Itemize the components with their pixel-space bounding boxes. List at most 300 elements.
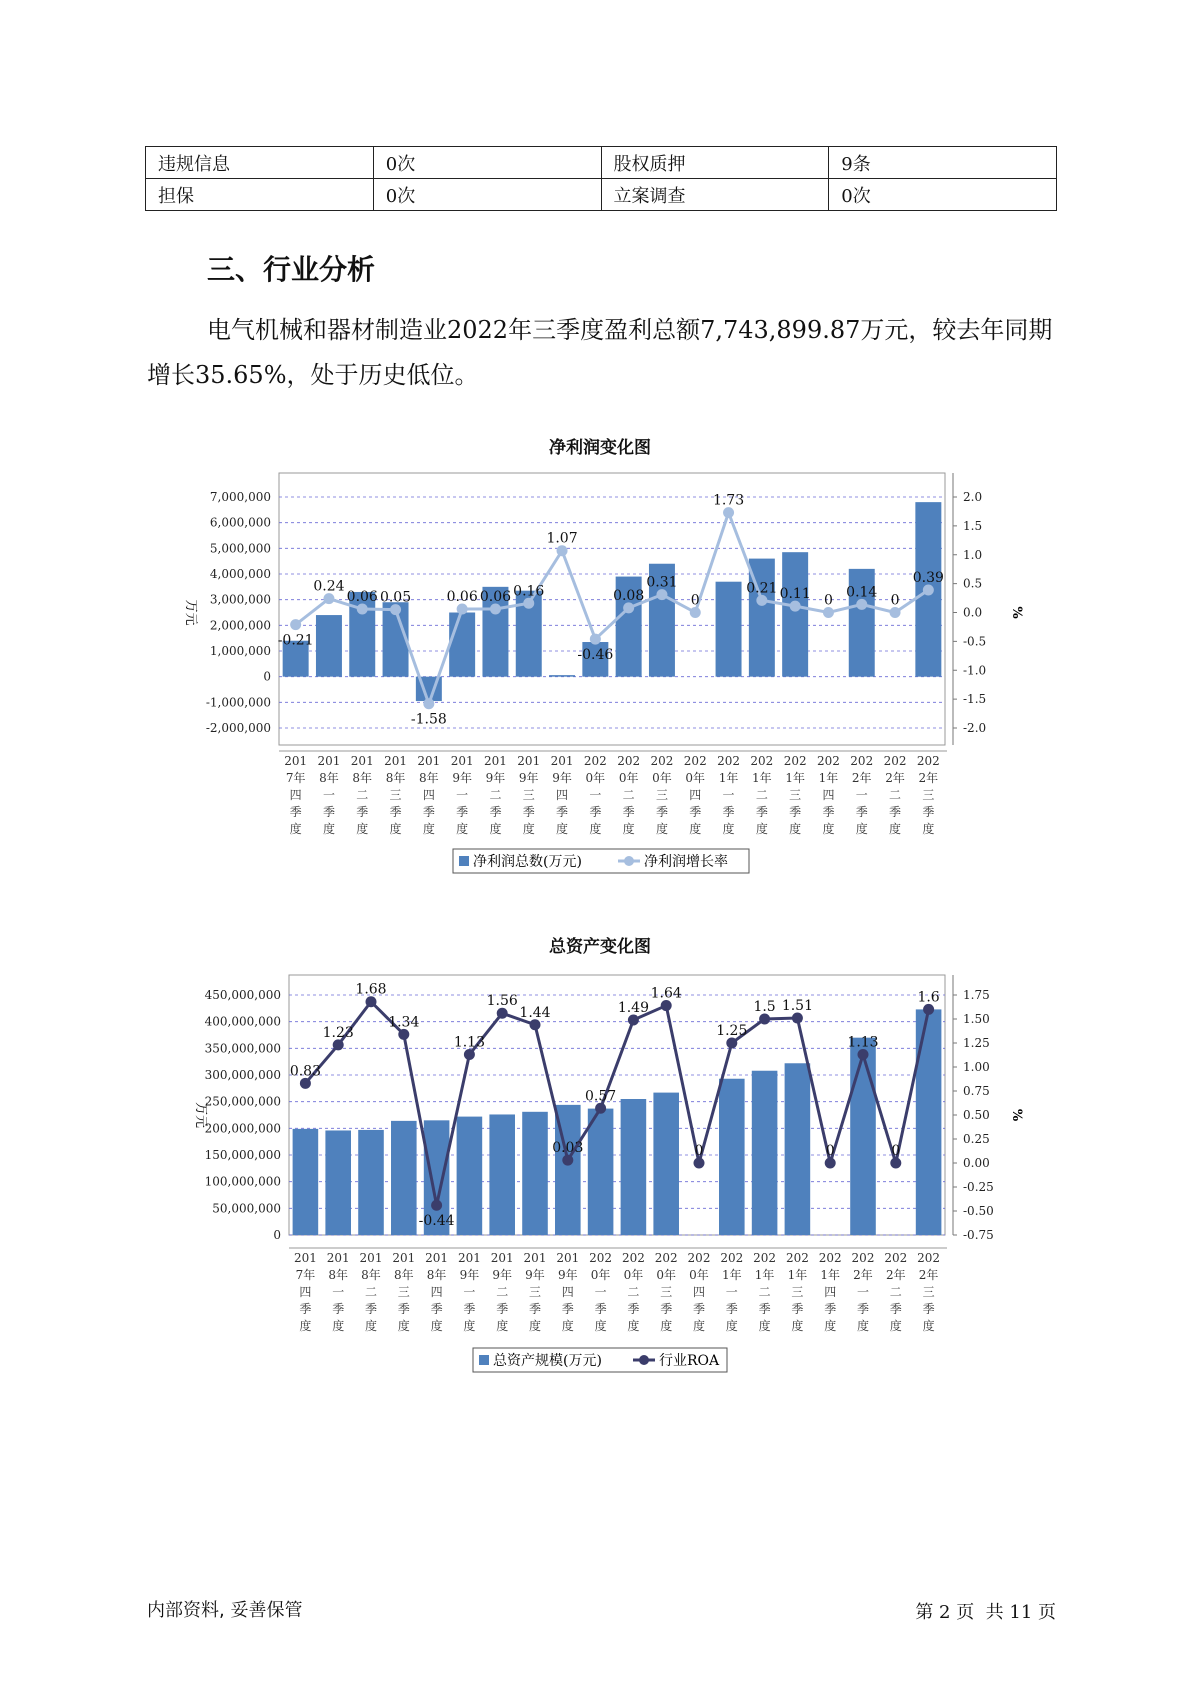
y-tick-label-left: 3,000,000 — [209, 592, 271, 607]
x-tick-label: 0年 — [623, 1268, 644, 1282]
x-tick-label: 9年 — [452, 771, 472, 785]
x-tick-label: 202 — [818, 1251, 842, 1265]
x-tick-label: 9年 — [557, 1268, 578, 1282]
y-tick-label-left: 50,000,000 — [212, 1201, 281, 1216]
x-tick-label: 季 — [430, 1302, 443, 1316]
x-tick-label: 8年 — [361, 1268, 381, 1282]
x-tick-label: 一 — [722, 788, 735, 802]
data-label: 0 — [690, 592, 700, 609]
x-tick-label: 201 — [490, 1251, 514, 1265]
bar — [653, 1093, 679, 1235]
x-tick-label: 季 — [889, 805, 902, 819]
x-tick-label: 四 — [824, 1285, 837, 1299]
x-tick-label: 202 — [785, 1251, 809, 1265]
x-tick-label: 0年 — [618, 771, 639, 785]
y-tick-label-left: 450,000,000 — [204, 988, 281, 1002]
line-point — [562, 1155, 573, 1166]
y-tick-label-right: 1.25 — [963, 1036, 990, 1050]
data-label: 0.39 — [912, 569, 944, 586]
x-tick-label: 季 — [789, 805, 802, 819]
x-tick-label: 度 — [397, 1319, 410, 1333]
x-tick-label: 三 — [389, 788, 402, 802]
x-tick-label: 四 — [299, 1285, 312, 1299]
table-row — [146, 147, 1057, 179]
x-tick-label: 度 — [456, 822, 469, 836]
x-tick-label: 季 — [755, 805, 768, 819]
x-tick-label: 202 — [654, 1251, 678, 1265]
line-point — [690, 607, 701, 618]
x-tick-label: 季 — [791, 1302, 804, 1316]
y-tick-label-left: 250,000,000 — [204, 1094, 281, 1109]
line-point — [759, 1014, 770, 1025]
x-tick-label: 度 — [692, 1319, 706, 1333]
x-tick-label: 2年 — [885, 1268, 906, 1282]
bar — [449, 613, 475, 677]
y-tick-label-right: 2.0 — [963, 490, 983, 504]
y-tick-label-left: 0 — [273, 1228, 281, 1242]
data-label: 1.07 — [546, 530, 578, 547]
x-tick-label: 202 — [589, 1251, 613, 1265]
x-tick-label: 度 — [856, 1319, 870, 1333]
bar — [716, 582, 742, 677]
bar — [316, 615, 342, 677]
data-label: -0.44 — [418, 1213, 455, 1230]
bar — [549, 675, 575, 677]
x-tick-label: 202 — [851, 1251, 875, 1265]
x-tick-label: 一 — [855, 788, 868, 802]
x-tick-label: 0年 — [685, 771, 706, 785]
x-tick-label: 度 — [789, 822, 802, 836]
x-tick-label: 二 — [889, 1285, 902, 1299]
data-label: 0.14 — [846, 584, 878, 601]
x-tick-label: 201 — [417, 754, 441, 768]
data-label: 0.06 — [479, 589, 512, 606]
x-tick-label: 2年 — [851, 771, 872, 785]
x-tick-label: 三 — [522, 788, 535, 802]
x-tick-label: 201 — [293, 1251, 317, 1265]
line-point — [590, 634, 601, 645]
x-tick-label: 度 — [299, 1319, 312, 1333]
x-tick-label: 度 — [422, 822, 435, 836]
x-tick-label: 2年 — [885, 771, 905, 785]
y-tick-label-right: 1.50 — [963, 1012, 990, 1026]
x-tick-label: 201 — [425, 1251, 449, 1265]
x-tick-label: 7年 — [295, 1268, 316, 1282]
x-tick-label: 季 — [822, 805, 835, 819]
x-tick-label: 1年 — [754, 1268, 775, 1282]
x-tick-label: 度 — [356, 822, 369, 836]
data-label: 1.34 — [388, 1014, 420, 1031]
legend-label-line: 行业ROA — [659, 1353, 720, 1369]
x-tick-label: 202 — [850, 754, 874, 768]
x-tick-label: 度 — [689, 822, 702, 836]
line-point — [628, 1014, 639, 1025]
x-tick-label: 二 — [496, 1285, 509, 1299]
x-tick-label: 一 — [856, 1285, 870, 1299]
data-label: 1.25 — [716, 1023, 748, 1039]
x-tick-label: 季 — [660, 1302, 673, 1316]
x-tick-label: 季 — [824, 1302, 837, 1316]
bar — [752, 1071, 778, 1235]
line-point — [490, 604, 501, 615]
bar — [621, 1099, 647, 1235]
line-point — [792, 1013, 803, 1024]
x-tick-label: 度 — [389, 822, 402, 836]
x-tick-label: 度 — [622, 822, 635, 836]
x-tick-label: 8年 — [419, 771, 439, 785]
x-tick-label: 度 — [489, 822, 502, 836]
line-point — [823, 607, 834, 618]
data-label: 1.51 — [781, 998, 813, 1015]
y-tick-label-left: 4,000,000 — [209, 567, 271, 581]
bar — [785, 1063, 811, 1235]
data-label: 0 — [823, 592, 833, 609]
line-point — [366, 996, 377, 1007]
x-tick-label: 季 — [389, 805, 402, 819]
line-point — [858, 1049, 869, 1060]
x-tick-label: 2年 — [853, 1268, 873, 1282]
y-tick-label-left: 5,000,000 — [209, 541, 271, 556]
x-tick-label: 度 — [822, 822, 835, 836]
y-tick-label-left: 0 — [263, 669, 271, 684]
bar — [457, 1117, 483, 1235]
x-tick-label: 201 — [384, 754, 408, 768]
x-tick-label: 201 — [317, 754, 341, 768]
x-tick-label: 度 — [556, 822, 569, 836]
data-label: 0.03 — [552, 1140, 584, 1157]
data-label: 0.11 — [779, 586, 811, 603]
table-cell: 0次 — [373, 179, 601, 211]
x-tick-label: 季 — [722, 805, 735, 819]
legend-label-bar: 净利润总数(万元) — [473, 854, 582, 870]
x-tick-label: 201 — [284, 754, 308, 768]
y-tick-label-left: 1,000,000 — [209, 644, 271, 658]
x-tick-label: 季 — [655, 805, 668, 819]
total-assets-chart — [0, 955, 1191, 1415]
data-label: 0.05 — [379, 589, 412, 606]
x-tick-label: 8年 — [328, 1268, 349, 1282]
x-tick-label: 202 — [753, 1251, 777, 1265]
bar — [916, 1009, 942, 1235]
y-axis-title-left: 万元 — [193, 1101, 208, 1129]
x-tick-label: 度 — [589, 822, 602, 836]
x-tick-label: 度 — [758, 1319, 771, 1333]
x-tick-label: 三 — [789, 788, 802, 802]
y-tick-label-right: -2.0 — [963, 721, 987, 735]
x-tick-label: 202 — [687, 1251, 711, 1265]
x-tick-label: 四 — [561, 1285, 574, 1299]
data-label: 1.23 — [322, 1024, 354, 1041]
x-tick-label: 度 — [430, 1319, 443, 1333]
line-point — [390, 604, 401, 615]
data-label: 1.6 — [917, 989, 940, 1006]
line-point — [431, 1200, 442, 1211]
x-tick-label: 一 — [332, 1285, 345, 1299]
x-tick-label: 202 — [583, 754, 607, 768]
x-tick-label: 度 — [922, 822, 935, 836]
y-tick-label-left: 150,000,000 — [204, 1148, 281, 1162]
x-tick-label: 201 — [523, 1251, 547, 1265]
x-tick-label: 度 — [627, 1319, 640, 1333]
x-tick-label: 三 — [660, 1285, 673, 1299]
x-tick-label: 度 — [496, 1319, 509, 1333]
line-point — [323, 593, 334, 604]
line-point — [557, 545, 568, 556]
x-tick-label: 季 — [589, 805, 602, 819]
y-tick-label-left: 6,000,000 — [209, 515, 271, 530]
y-tick-label-left: -2,000,000 — [205, 721, 271, 735]
bar — [391, 1121, 417, 1235]
x-tick-label: 201 — [517, 754, 541, 768]
y-tick-label-right: -0.5 — [963, 634, 987, 649]
table-row — [146, 179, 1057, 211]
bar — [850, 1038, 876, 1235]
x-tick-label: 季 — [397, 1302, 410, 1316]
x-tick-label: 202 — [720, 1251, 744, 1265]
data-label: 1.56 — [486, 993, 518, 1010]
x-tick-label: 一 — [456, 788, 469, 802]
line-point — [423, 698, 434, 709]
data-label: 1.5 — [753, 999, 776, 1015]
x-tick-label: 三 — [791, 1285, 804, 1299]
section-title: 三、行业分析 — [207, 253, 376, 286]
line-point — [357, 604, 368, 615]
data-label: 1.13 — [847, 1034, 879, 1051]
x-tick-label: 度 — [528, 1319, 542, 1333]
bar — [588, 1109, 614, 1235]
x-tick-label: 季 — [496, 1302, 509, 1316]
x-tick-label: 9年 — [518, 771, 539, 785]
line-point — [656, 589, 667, 600]
data-label: 1.13 — [453, 1034, 485, 1051]
y-tick-label-right: -0.50 — [963, 1204, 994, 1218]
table-cell: 0次 — [829, 179, 1057, 211]
x-tick-label: 0年 — [689, 1268, 709, 1282]
chart-title-net-profit: 净利润变化图 — [549, 438, 651, 458]
y-tick-label-right: 0.25 — [963, 1132, 990, 1146]
line-point — [300, 1078, 311, 1089]
x-tick-label: 四 — [692, 1285, 706, 1299]
line-point — [825, 1158, 836, 1169]
x-tick-label: 度 — [755, 822, 768, 836]
x-tick-label: 季 — [456, 805, 469, 819]
x-tick-label: 季 — [758, 1302, 771, 1316]
data-label: 1.49 — [617, 999, 649, 1016]
legend-label-bar: 总资产规模(万元) — [493, 1353, 602, 1369]
x-tick-label: 9年 — [459, 1268, 480, 1282]
table-cell: 担保 — [146, 179, 374, 211]
data-label: 0.21 — [746, 580, 778, 597]
x-tick-label: 季 — [725, 1302, 738, 1316]
page-number: 第 2 页 共 11 页 — [915, 1602, 1056, 1623]
y-tick-label-left: 350,000,000 — [204, 1041, 281, 1056]
x-tick-label: 季 — [922, 805, 935, 819]
x-tick-label: 度 — [322, 822, 335, 836]
x-tick-label: 三 — [528, 1285, 542, 1299]
x-tick-label: 1年 — [818, 771, 839, 785]
line-point — [756, 595, 767, 606]
x-tick-label: 季 — [356, 805, 369, 819]
y-tick-label-right: 0.00 — [963, 1156, 990, 1170]
x-tick-label: 1年 — [718, 771, 739, 785]
x-tick-label: 1年 — [820, 1268, 841, 1282]
x-tick-label: 三 — [655, 788, 668, 802]
x-tick-label: 四 — [289, 788, 302, 802]
x-tick-label: 二 — [627, 1285, 640, 1299]
data-label: 0.06 — [346, 589, 378, 606]
y-tick-label-right: 0.5 — [963, 576, 983, 591]
y-tick-label-right: -0.75 — [963, 1228, 994, 1242]
y-tick-label-left: 7,000,000 — [209, 490, 271, 504]
x-tick-label: 9年 — [492, 1268, 513, 1282]
line-point — [790, 601, 801, 612]
x-tick-label: 8年 — [393, 1268, 414, 1282]
y-tick-label-right: -1.5 — [963, 692, 987, 707]
x-tick-label: 度 — [889, 822, 902, 836]
x-tick-label: 7年 — [285, 771, 306, 785]
x-tick-label: 度 — [522, 822, 535, 836]
x-tick-label: 202 — [750, 754, 774, 768]
data-label: -0.46 — [577, 647, 614, 664]
x-tick-label: 季 — [622, 805, 635, 819]
y-tick-label-left: 300,000,000 — [204, 1068, 281, 1082]
y-tick-label-right: 1.0 — [963, 547, 983, 562]
y-tick-label-right: -0.25 — [963, 1180, 994, 1194]
table-cell: 立案调查 — [601, 179, 829, 211]
x-tick-label: 季 — [855, 805, 868, 819]
x-tick-label: 四 — [430, 1285, 443, 1299]
footer-note: 内部资料, 妥善保管 — [147, 1600, 303, 1621]
x-tick-label: 8年 — [319, 771, 339, 785]
line-point — [923, 1004, 934, 1015]
line-point — [398, 1029, 409, 1040]
x-tick-label: 0年 — [590, 1268, 611, 1282]
table-cell: 9条 — [829, 147, 1057, 179]
analysis-paragraph: 电气机械和器材制造业2022年三季度盈利总额7,743,899.87万元，较去年同期增长35.65%，处于历史低位。 — [147, 316, 1053, 389]
x-tick-label: 季 — [889, 1302, 902, 1316]
line-point — [723, 507, 734, 518]
data-label: 0.08 — [613, 587, 645, 604]
line-point — [694, 1158, 705, 1169]
x-tick-label: 201 — [550, 754, 574, 768]
x-tick-label: 1年 — [752, 771, 772, 785]
y-axis-title-right: % — [1009, 1108, 1024, 1122]
x-tick-label: 201 — [457, 1251, 481, 1265]
x-tick-label: 9年 — [485, 771, 506, 785]
data-label: 1.68 — [355, 981, 387, 998]
x-tick-label: 度 — [791, 1319, 804, 1333]
x-tick-label: 201 — [392, 1251, 416, 1265]
x-tick-label: 202 — [650, 754, 674, 768]
data-label: 0.31 — [646, 574, 678, 591]
net-profit-chart — [0, 455, 1191, 915]
y-axis-title-left: 万元 — [183, 599, 198, 626]
x-tick-label: 202 — [816, 754, 840, 768]
x-tick-label: 季 — [627, 1302, 640, 1316]
data-label: 1.73 — [712, 492, 745, 509]
line-point — [856, 599, 867, 610]
x-tick-label: 四 — [689, 788, 702, 802]
data-label: 1.64 — [650, 985, 682, 1002]
x-tick-label: 二 — [489, 788, 502, 802]
bar — [325, 1130, 351, 1235]
x-tick-label: 季 — [528, 1302, 542, 1316]
table-cell: 0次 — [373, 147, 601, 179]
data-label: -1.58 — [410, 711, 447, 728]
x-tick-label: 0年 — [585, 771, 606, 785]
x-tick-label: 季 — [692, 1302, 706, 1316]
x-tick-label: 8年 — [352, 771, 373, 785]
x-tick-label: 一 — [594, 1285, 607, 1299]
x-tick-label: 0年 — [652, 771, 672, 785]
legend-swatch-point — [624, 856, 634, 866]
x-tick-label: 202 — [783, 754, 807, 768]
table-cell: 违规信息 — [146, 147, 374, 179]
y-tick-label-left: -1,000,000 — [205, 695, 271, 710]
info-table — [145, 146, 1057, 211]
table-cell: 股权质押 — [601, 147, 829, 179]
x-tick-label: 季 — [922, 1302, 935, 1316]
line-point — [333, 1039, 344, 1050]
line-point — [661, 1000, 672, 1011]
data-label: -0.21 — [277, 632, 314, 649]
y-tick-label-left: 2,000,000 — [209, 618, 271, 633]
x-tick-label: 二 — [364, 1285, 378, 1299]
x-tick-label: 一 — [589, 788, 602, 802]
bar — [358, 1130, 384, 1235]
x-tick-label: 四 — [556, 788, 569, 802]
x-tick-label: 季 — [561, 1302, 574, 1316]
x-tick-label: 202 — [717, 754, 741, 768]
x-tick-label: 度 — [722, 822, 735, 836]
x-tick-label: 2年 — [918, 1268, 939, 1282]
x-tick-label: 二 — [622, 788, 635, 802]
x-tick-label: 三 — [922, 1285, 935, 1299]
x-tick-label: 2年 — [918, 771, 939, 785]
y-tick-label-right: 0.50 — [963, 1108, 990, 1122]
y-axis-title-right: % — [1009, 606, 1024, 619]
x-tick-label: 201 — [326, 1251, 350, 1265]
y-tick-label-right: 1.5 — [963, 518, 983, 533]
y-tick-label-right: 0.0 — [963, 605, 983, 620]
chart-title-total-assets: 总资产变化图 — [549, 937, 651, 957]
x-tick-label: 1年 — [721, 1268, 742, 1282]
bar — [719, 1079, 745, 1235]
bar — [489, 1114, 515, 1235]
data-label: 1.44 — [519, 1004, 551, 1021]
x-tick-label: 202 — [916, 754, 940, 768]
data-label: 0 — [890, 592, 900, 609]
x-tick-label: 一 — [322, 788, 335, 802]
x-tick-label: 季 — [689, 805, 702, 819]
x-tick-label: 度 — [922, 1319, 935, 1333]
x-tick-label: 季 — [299, 1302, 312, 1316]
line-point — [464, 1049, 475, 1060]
x-tick-label: 0年 — [656, 1268, 677, 1282]
y-tick-label-right: 1.75 — [963, 988, 990, 1002]
x-tick-label: 度 — [889, 1319, 902, 1333]
x-tick-label: 度 — [660, 1319, 673, 1333]
y-tick-label-left: 200,000,000 — [204, 1121, 281, 1136]
x-tick-label: 二 — [356, 788, 369, 802]
x-tick-label: 202 — [617, 754, 641, 768]
x-tick-label: 1年 — [787, 1268, 808, 1282]
data-label: 0 — [891, 1143, 901, 1159]
x-tick-label: 季 — [332, 1302, 345, 1316]
x-tick-label: 度 — [594, 1319, 607, 1333]
y-tick-label-right: 0.75 — [963, 1084, 990, 1098]
x-tick-label: 四 — [822, 788, 835, 802]
